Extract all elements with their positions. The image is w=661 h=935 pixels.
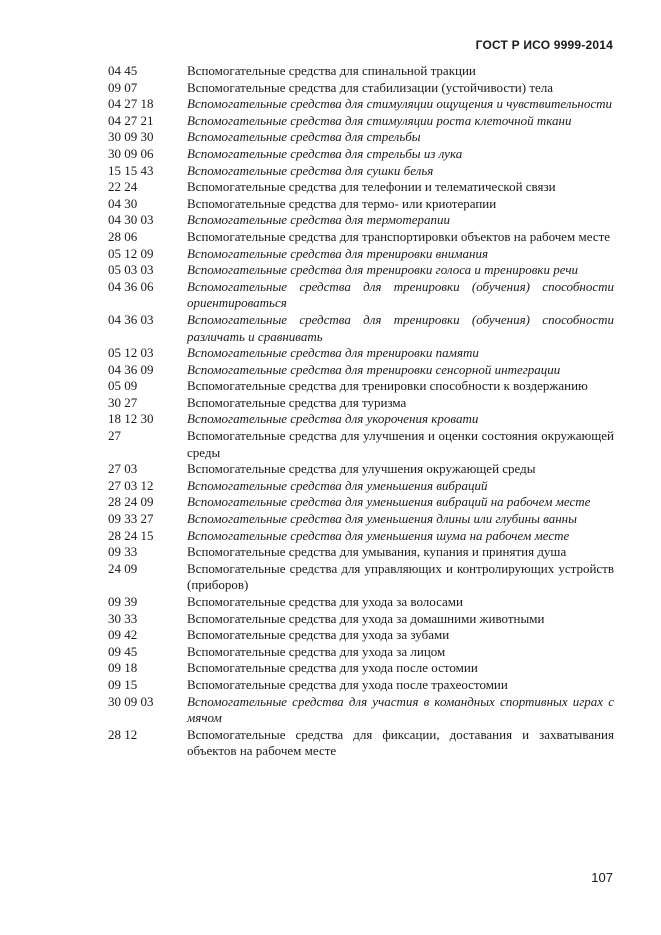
entry-description: Вспомогательные средства для участия в командных спортивных играх с мячом xyxy=(187,693,614,726)
entry-code: 04 30 03 xyxy=(108,212,154,228)
index-entry xyxy=(108,146,614,163)
entry-description: Вспомогательные средства для транспортировки объектов на рабочем месте xyxy=(187,228,611,244)
index-entry xyxy=(108,196,614,213)
entry-code: 28 12 xyxy=(108,726,138,742)
entry-description: Вспомогательные средства для тренировки внимания xyxy=(187,245,489,261)
index-entry xyxy=(108,179,614,196)
entry-code: 18 12 30 xyxy=(108,411,154,427)
entry-description: Вспомогательные средства для сушки белья xyxy=(187,162,434,178)
entry-description: Вспомогательные средства для улучшения и оценки состояния окружающей среды xyxy=(187,428,614,460)
entry-description: Вспомогательные средства для умывания, купания и принятия душа xyxy=(187,544,567,560)
index-entry xyxy=(108,644,614,661)
entry-description: Вспомогательные средства для стрельбы из лука xyxy=(187,145,463,161)
entry-code: 04 27 21 xyxy=(108,112,154,128)
document-header: ГОСТ Р ИСО 9999-2014 xyxy=(475,38,613,52)
index-entry xyxy=(108,461,614,478)
entry-code: 28 24 09 xyxy=(108,494,154,510)
index-entry xyxy=(108,694,614,727)
index-entry xyxy=(108,395,614,412)
entry-description: Вспомогательные средства для ухода за домашними животными xyxy=(187,610,545,626)
entry-description: Вспомогательные средства для ухода за зубами xyxy=(187,627,450,643)
index-entry xyxy=(108,63,614,80)
entry-description: Вспомогательные средства для стрельбы xyxy=(187,129,421,145)
entry-description: Вспомогательные средства для термотерапии xyxy=(187,212,451,228)
index-entry xyxy=(108,312,614,345)
index-entry xyxy=(108,96,614,113)
index-entry xyxy=(108,544,614,561)
entry-code: 27 03 12 xyxy=(108,477,154,493)
entry-code: 04 27 18 xyxy=(108,96,154,112)
index-entry xyxy=(108,80,614,97)
index-entry-list xyxy=(108,63,614,760)
entry-description: Вспомогательные средства для туризма xyxy=(187,394,407,410)
index-entry xyxy=(108,378,614,395)
entry-description: Вспомогательные средства для стабилизации (устойчивости) тела xyxy=(187,79,554,95)
entry-code: 15 15 43 xyxy=(108,162,154,178)
entry-description: Вспомогательные средства для телефонии и телематической связи xyxy=(187,179,556,195)
entry-description: Вспомогательные средства для стимуляции роста клеточной ткани xyxy=(187,112,572,128)
entry-description: Вспомогательные средства для термо- или криотерапии xyxy=(187,195,497,211)
entry-description: Вспомогательные средства для ухода после трахеостомии xyxy=(187,676,508,692)
entry-code: 04 30 xyxy=(108,195,138,211)
entry-code: 09 45 xyxy=(108,643,138,659)
entry-code: 30 09 06 xyxy=(108,145,154,161)
entry-code: 09 33 27 xyxy=(108,511,154,527)
entry-code: 09 42 xyxy=(108,627,138,643)
entry-code: 28 06 xyxy=(108,228,138,244)
entry-code: 30 27 xyxy=(108,394,138,410)
entry-code: 04 36 09 xyxy=(108,361,154,377)
entry-description: Вспомогательные средства для укорочения кровати xyxy=(187,411,479,427)
page-number: 107 xyxy=(591,870,613,885)
entry-description: Вспомогательные средства для уменьшения вибраций на рабочем месте xyxy=(187,494,591,510)
entry-code: 22 24 xyxy=(108,179,138,195)
entry-description: Вспомогательные средства для ухода после остомии xyxy=(187,660,478,676)
index-entry xyxy=(108,511,614,528)
index-entry xyxy=(108,528,614,545)
entry-code: 05 03 03 xyxy=(108,262,154,278)
entry-code: 09 33 xyxy=(108,544,138,560)
entry-description: Вспомогательные средства для уменьшения вибраций xyxy=(187,477,488,493)
entry-description: Вспомогательные средства для уменьшения длины или глубины ванны xyxy=(187,511,577,527)
entry-code: 24 09 xyxy=(108,560,138,576)
entry-description: Вспомогательные средства для уменьшения шума на рабочем месте xyxy=(187,527,570,543)
entry-code: 30 09 03 xyxy=(108,693,154,709)
index-entry xyxy=(108,345,614,362)
entry-description: Вспомогательные средства для тренировки (обучения) способности ориентироваться xyxy=(187,278,614,311)
entry-code: 09 07 xyxy=(108,79,138,95)
entry-code: 04 36 06 xyxy=(108,278,154,294)
index-entry xyxy=(108,594,614,611)
entry-code: 09 39 xyxy=(108,594,138,609)
entry-code: 05 12 09 xyxy=(108,245,154,261)
index-entry xyxy=(108,727,614,760)
index-entry xyxy=(108,129,614,146)
index-entry xyxy=(108,411,614,428)
entry-code: 04 45 xyxy=(108,63,138,78)
entry-code: 27 xyxy=(108,428,121,444)
index-entry xyxy=(108,611,614,628)
index-entry xyxy=(108,561,614,594)
index-entry xyxy=(108,113,614,130)
entry-description: Вспомогательные средства для спинальной тракции xyxy=(187,63,476,78)
entry-code: 09 18 xyxy=(108,660,138,676)
index-entry xyxy=(108,163,614,180)
index-entry xyxy=(108,660,614,677)
index-entry xyxy=(108,478,614,495)
entry-description: Вспомогательные средства для улучшения окружающей среды xyxy=(187,461,536,477)
entry-description: Вспомогательные средства для тренировки сенсорной интеграции xyxy=(187,361,561,377)
index-entry xyxy=(108,279,614,312)
index-entry xyxy=(108,212,614,229)
entry-code: 05 12 03 xyxy=(108,345,154,361)
entry-code: 27 03 xyxy=(108,461,138,477)
index-entry xyxy=(108,627,614,644)
entry-description: Вспомогательные средства для тренировки (обучения) способности различать и сравнивать xyxy=(187,311,614,344)
index-entry xyxy=(108,229,614,246)
entry-code: 09 15 xyxy=(108,676,138,692)
entry-code: 28 24 15 xyxy=(108,527,154,543)
entry-description: Вспомогательные средства для тренировки памяти xyxy=(187,345,479,361)
index-entry xyxy=(108,262,614,279)
index-entry xyxy=(108,677,614,694)
index-entry xyxy=(108,246,614,263)
entry-code: 30 09 30 xyxy=(108,129,154,145)
entry-description: Вспомогательные средства для ухода за лицом xyxy=(187,643,446,659)
index-entry xyxy=(108,362,614,379)
entry-code: 05 09 xyxy=(108,378,138,394)
index-entry xyxy=(108,428,614,461)
entry-code: 30 33 xyxy=(108,610,138,626)
entry-code: 04 36 03 xyxy=(108,311,154,327)
entry-description: Вспомогательные средства для ухода за волосами xyxy=(187,594,463,609)
entry-description: Вспомогательные средства для тренировки способности к воздержанию xyxy=(187,378,588,394)
entry-description: Вспомогательные средства для стимуляции ощущения и чувствительности xyxy=(187,96,612,112)
entry-description: Вспомогательные средства для тренировки голоса и тренировки речи xyxy=(187,262,579,278)
entry-description: Вспомогательные средства для управляющих и контролирующих устройств (приборов) xyxy=(187,560,614,593)
entry-description: Вспомогательные средства для фиксации, доставания и захватывания объектов на рабочем месте xyxy=(187,726,614,759)
index-entry xyxy=(108,494,614,511)
